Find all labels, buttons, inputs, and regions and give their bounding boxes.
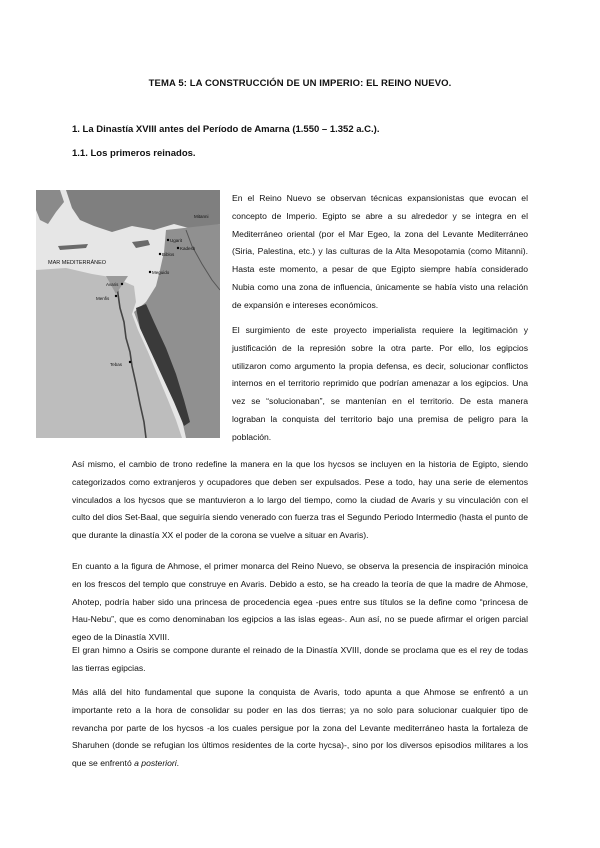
subsection-heading: 1.1. Los primeros reinados. (72, 148, 196, 159)
map-label-menfis: Menfis (96, 296, 110, 301)
map-city-tebas (129, 361, 131, 363)
map-label-tebas: Tebas (110, 362, 123, 367)
map-city-meguido (149, 271, 151, 273)
paragraph-6-end: . (176, 758, 180, 769)
map-label-avaris: Avaris (106, 282, 119, 287)
map-city-menfis (115, 295, 117, 297)
paragraph-6 (72, 684, 528, 773)
paragraph-6-emphasis: a posteriori (134, 758, 177, 769)
paragraph-5: El gran himno a Osiris se compone durante el reinado de la Dinastía XVIII, donde se proclama que es el rey de todas las tierras egipcias. (72, 645, 528, 673)
map-figure (36, 190, 220, 438)
map-label-meguido: Meguido (152, 270, 170, 275)
map-label-mitanni: Mitanni (194, 214, 209, 219)
paragraph-3: Así mismo, el cambio de trono redefine la manera en la que los hycsos se incluyen en la historia de Egipto, siendo categorizados como extranjeros y ocupadores que deben ser expulsados. Pese a todo, hay una serie de elementos vinculados a los hycsos que se mantuvieron a lo largo del tiempo, como la ciudad de Avaris y su vinculación con el culto del dios Set-Baal, que seguiría siendo venerado con fuerza tras el Segundo Periodo Intermedio (hasta el punto de que durante la dinastía XX el poder de la corona se vuelve a situar en Avaris). (72, 459, 528, 541)
section-heading: 1. La Dinastía XVIII antes del Período de Amarna (1.550 – 1.352 a.C.). (72, 124, 380, 135)
map-label-biblos: Biblos (162, 252, 175, 257)
map-label-sea: MAR MEDITERRÁNEO (48, 260, 107, 266)
map-city-ugarit (167, 239, 169, 241)
paragraph-2: El surgimiento de este proyecto imperialista requiere la legitimación y justificación de la represión sobre la otra parte. Por ello, los egipcios utilizaron como argumento la propia defensa, es decir, solucionar conflictos internos en el territorio reprimido que podrían amenazar a los egipcios. Una vez se “solucionaban”, se mantenían en el territorio. De esta manera lograban la conquista del territorio bajo una premisa de peligro para la población. (232, 325, 528, 442)
map-label-ugarit: Ugarit (170, 238, 183, 243)
paragraph-4: En cuanto a la figura de Ahmose, el primer monarca del Reino Nuevo, se observa la presencia de inspiración minoica en los frescos del templo que construye en Avaris. Debido a esto, se ha creado la teoría de que la madre de Ahmose, Ahotep, podría haber sido una princesa de procedencia egea -pues entre sus títulos se la define como “princesa de Hau-Nebu”, que es como denominaban los egipcios a las islas egeas-. Aun así, no se puede afirmar el origen parcial egeo de la Dinastía XVIII. (72, 561, 528, 643)
map-label-kadesh: Kadesh (180, 246, 196, 251)
map-city-avaris (121, 283, 123, 285)
paragraph-6-text: Más allá del hito fundamental que supone la conquista de Avaris, todo apunta a que Ahmose se enfrentó a un importante reto a la hora de consolidar su poder en las dos tierras; ya no solo para solucionar cualquier tipo de revancha por parte de los hycsos -a los cuales persigue por la zona del Levante mediterráneo hasta la fortaleza de Sharuhen (donde se refugian los últimos residentes de la corte hycsa)-, sino por los diversos episodios militares a los que se enfrentó (72, 687, 528, 769)
paragraph-1: En el Reino Nuevo se observan técnicas expansionistas que evocan el concepto de Imperio. Egipto se abre a su alrededor y se integra en el Mediterráneo oriental (por el Mar Egeo, la zona del Levante Mediterráneo (Siria, Palestina, etc.) y las culturas de la Alta Mesopotamia (como Mitanni). Hasta este momento, a pesar de que Egipto siempre había considerado Nubia como una zona de influencia, únicamente se había visto una relación de expansión e intereses económicos. (232, 193, 528, 310)
map-city-kadesh (177, 247, 179, 249)
document-title: TEMA 5: LA CONSTRUCCIÓN DE UN IMPERIO: EL REINO NUEVO. (148, 78, 452, 89)
map-city-biblos (159, 253, 161, 255)
